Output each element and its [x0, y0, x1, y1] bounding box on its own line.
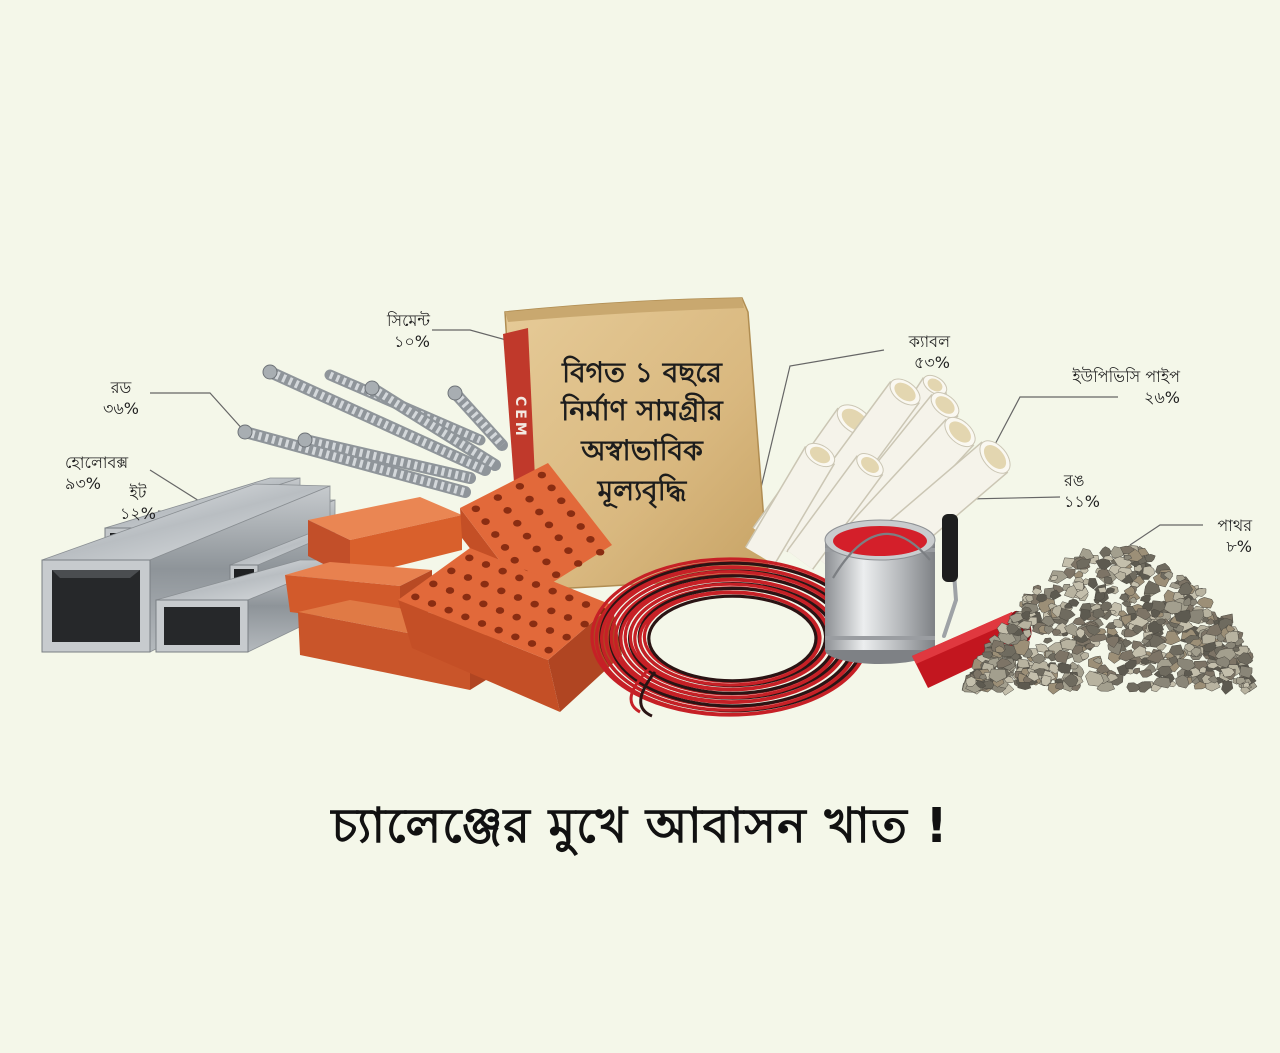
brick-hole	[447, 567, 455, 574]
brick-hole	[514, 594, 522, 601]
brick-hole	[494, 494, 502, 501]
label-cement-name: সিমেন্ট	[386, 311, 430, 330]
brick-hole	[555, 534, 563, 541]
label-paint	[1064, 470, 1134, 512]
brick-hole	[472, 505, 480, 512]
brick-hole	[411, 593, 419, 600]
label-cable	[860, 331, 950, 373]
stone	[1018, 682, 1031, 689]
brick-hole	[565, 594, 573, 601]
label-paint-value: ১১%	[1064, 492, 1100, 511]
brick-hole	[512, 614, 520, 621]
stone	[1061, 639, 1076, 650]
label-hollow-box-name: হোলোবক্স	[65, 453, 129, 472]
brick-hole	[480, 581, 488, 588]
label-rod	[76, 377, 166, 419]
brick-hole	[444, 607, 452, 614]
label-brick-name: ইট	[129, 483, 147, 502]
brick-hole	[567, 510, 575, 517]
brick-hole	[461, 613, 469, 620]
brick-hole	[462, 594, 470, 601]
brick-hole	[482, 561, 490, 568]
stone	[1058, 663, 1071, 673]
stone	[1125, 660, 1136, 669]
brick-hole	[498, 568, 506, 575]
stone	[1104, 577, 1112, 584]
brick-hole	[552, 571, 560, 578]
label-rod-value: ৩৬%	[102, 399, 139, 418]
brick-hole	[532, 581, 540, 588]
brick-hole	[513, 520, 521, 527]
brick-hole	[547, 607, 555, 614]
label-brick	[108, 482, 168, 524]
roller-handle	[942, 514, 958, 582]
label-upvc-pipe-name: ইউপিভিসি পাইপ	[1072, 367, 1180, 386]
brick-hole	[446, 587, 454, 594]
label-paint-name: রঙ	[1064, 471, 1085, 490]
label-cement	[340, 310, 430, 352]
label-stone-name: পাথর	[1217, 516, 1252, 535]
brick-hole	[429, 580, 437, 587]
brick-hole	[523, 533, 531, 540]
brick-hole	[530, 601, 538, 608]
brick-hole	[574, 560, 582, 567]
cable-loop	[649, 596, 816, 681]
brick-hole	[528, 640, 536, 647]
brick-hole	[564, 547, 572, 554]
brick-hole	[546, 627, 554, 634]
brick-hole	[525, 496, 533, 503]
brick-hole	[548, 588, 556, 595]
brick-hole	[586, 536, 594, 543]
bag-headline-line-1: বিগত ১ বছরে	[562, 356, 722, 389]
stone	[1056, 682, 1064, 689]
stone	[1221, 681, 1233, 695]
brick-hole	[564, 614, 572, 621]
brick-hole	[497, 587, 505, 594]
brick-hole	[428, 600, 436, 607]
rod-end	[365, 381, 379, 395]
bag-headline-line-2: নির্মাণ সামগ্রীর	[561, 394, 723, 427]
label-brick-value: ১২%	[120, 504, 156, 523]
label-upvc-pipe	[1010, 366, 1180, 408]
label-cable-value: ৫৩%	[914, 353, 950, 372]
rod-end	[263, 365, 277, 379]
brick-hole	[596, 549, 604, 556]
brick-hole	[503, 507, 511, 514]
label-cement-value: ১০%	[394, 332, 430, 351]
red-paint	[833, 526, 927, 556]
rod-end	[448, 386, 462, 400]
stone	[1018, 659, 1030, 668]
brick-hole	[465, 554, 473, 561]
stone	[1197, 597, 1213, 608]
bag-headline-line-3: অস্বাভাবিক	[581, 434, 703, 467]
brick-hole	[557, 497, 565, 504]
paint-can	[825, 520, 935, 664]
label-stone	[1180, 515, 1252, 557]
rod-end	[298, 433, 312, 447]
brick-hole	[515, 574, 523, 581]
brick-hole	[478, 620, 486, 627]
brick-hole	[529, 620, 537, 627]
brick-hole	[496, 607, 504, 614]
page-title: চ্যালেঞ্জের মুখে আবাসন খাত !	[331, 798, 949, 854]
brick-hole	[562, 634, 570, 641]
stone	[1139, 670, 1152, 677]
brick-hole	[491, 531, 499, 538]
brick-hole	[577, 523, 585, 530]
label-hollow-box-value: ৯৩%	[65, 474, 101, 493]
brick-hole	[538, 472, 546, 479]
brick-hole	[533, 546, 541, 553]
brick-hole	[511, 633, 519, 640]
brick-hole	[547, 485, 555, 492]
brick-hole	[511, 557, 519, 564]
brick-hole	[481, 518, 489, 525]
steel-rods	[238, 365, 502, 492]
brick-hole	[479, 600, 487, 607]
stone	[1195, 589, 1206, 597]
brick-hole	[501, 544, 509, 551]
brick-hole	[516, 483, 524, 490]
stone	[1043, 638, 1052, 644]
brick-hole	[580, 621, 588, 628]
rod-end	[238, 425, 252, 439]
brick-hole	[535, 509, 543, 516]
stone	[1140, 595, 1150, 604]
label-cable-name: ক্যাবল	[908, 332, 950, 351]
brick-hole	[542, 558, 550, 565]
label-stone-value: ৮%	[1226, 537, 1252, 556]
label-upvc-pipe-value: ২৬%	[1143, 388, 1180, 407]
brick-hole	[464, 574, 472, 581]
brick-hole	[494, 627, 502, 634]
bag-headline-line-4: মূল্যবৃদ্ধি	[597, 474, 687, 507]
stone	[1133, 668, 1139, 674]
brick-hole	[544, 647, 552, 654]
stone	[1184, 671, 1193, 677]
brick-hole	[582, 601, 590, 608]
brick-hole	[545, 522, 553, 529]
label-rod-name: রড	[110, 378, 132, 397]
bag-brand-text: CEM	[512, 396, 528, 439]
